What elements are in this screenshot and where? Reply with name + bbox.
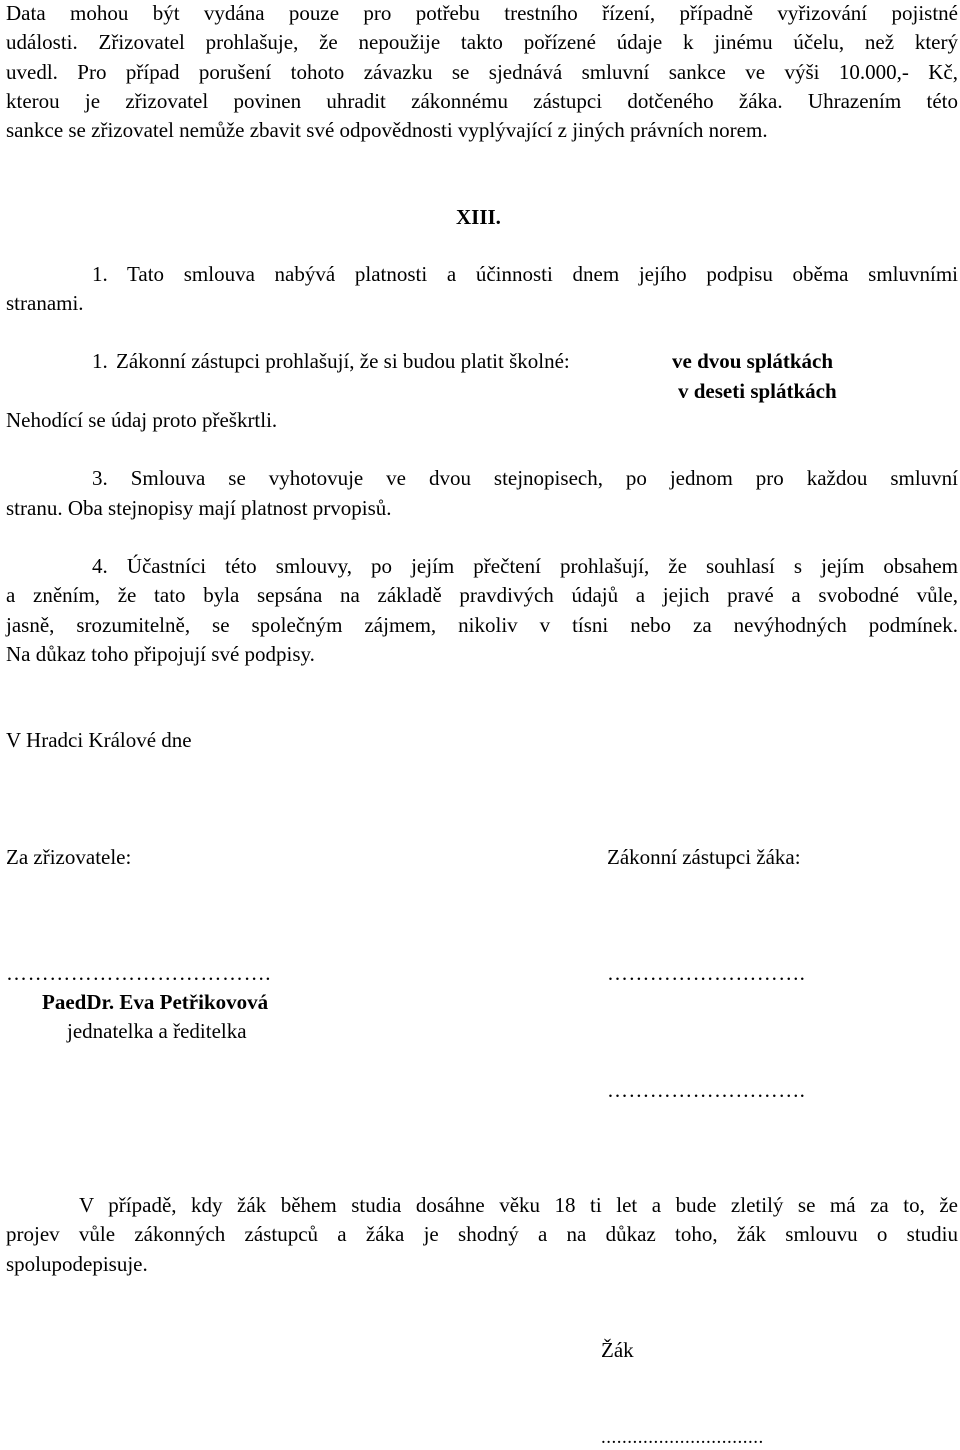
- payment-option-two-installments: ve dvou splátkách: [672, 349, 834, 373]
- text-line: kterou je zřizovatel povinen uhradit zákonnému zástupci dotčeného žáka. Uhrazením této: [6, 89, 958, 113]
- guardians-label: Zákonní zástupci žáka:: [607, 845, 801, 869]
- text-line: a zněním, že tato byla sepsána na základě pravdivých údajů a jejich pravé a svobodné vůle,: [6, 583, 958, 607]
- signature-line-student: ...............................: [601, 1427, 764, 1448]
- text-line: Nehodící se údaj proto přeškrtli.: [6, 408, 278, 432]
- signature-line-founder: ……………………………….: [6, 961, 272, 985]
- text-line: projev vůle zákonných zástupců a žáka je shodný a na důkaz toho, žák smlouvu o studiu: [6, 1222, 958, 1246]
- student-label: Žák: [601, 1338, 634, 1362]
- founder-label: Za zřizovatele:: [6, 845, 132, 869]
- text-line: stranami.: [6, 291, 84, 315]
- text-line: 4. Účastníci této smlouvy, po jejím přečtení prohlašují, že souhlasí s jejím obsahem: [92, 554, 958, 578]
- text-line: jasně, srozumitelně, se společným zájmem, nikoliv v tísni nebo za nevýhodných podmínek.: [6, 613, 958, 637]
- place-date: V Hradci Králové dne: [6, 728, 192, 752]
- text-line: Data mohou být vydána pouze pro potřebu trestního řízení, případně vyřizování pojistné: [6, 1, 958, 25]
- text-line: stranu. Oba stejnopisy mají platnost prvopisů.: [6, 496, 392, 520]
- text-line: spolupodepisuje.: [6, 1252, 148, 1276]
- section-heading: XIII.: [456, 205, 501, 229]
- text-line: 3. Smlouva se vyhotovuje ve dvou stejnopisech, po jednom pro každou smluvní: [92, 466, 958, 490]
- signature-line-guardian-1: ……………………….: [607, 961, 806, 985]
- text-line: Zákonní zástupci prohlašují, že si budou platit školné:: [116, 349, 570, 373]
- founder-name: PaedDr. Eva Petřikovová: [42, 990, 269, 1014]
- text-line: sankce se zřizovatel nemůže zbavit své odpovědnosti vyplývající z jiných právních norem.: [6, 118, 768, 142]
- text-line: 1. Tato smlouva nabývá platnosti a účinnosti dnem jejího podpisu oběma smluvními: [92, 262, 958, 286]
- clause-number: 1.: [92, 349, 108, 373]
- signature-line-guardian-2: ……………………….: [607, 1078, 806, 1102]
- payment-option-ten-installments: v deseti splátkách: [678, 379, 837, 403]
- text-line: V případě, kdy žák během studia dosáhne věku 18 ti let a bude zletilý se má za to, že: [79, 1193, 958, 1217]
- founder-role: jednatelka a ředitelka: [67, 1019, 247, 1043]
- text-line: Na důkaz toho připojují své podpisy.: [6, 642, 315, 666]
- text-line: události. Zřizovatel prohlašuje, že nepoužije takto pořízené údaje k jinému účelu, než který: [6, 30, 958, 54]
- text-line: uvedl. Pro případ porušení tohoto závazku se sjednává smluvní sankce ve výši 10.000,- Kč,: [6, 60, 958, 84]
